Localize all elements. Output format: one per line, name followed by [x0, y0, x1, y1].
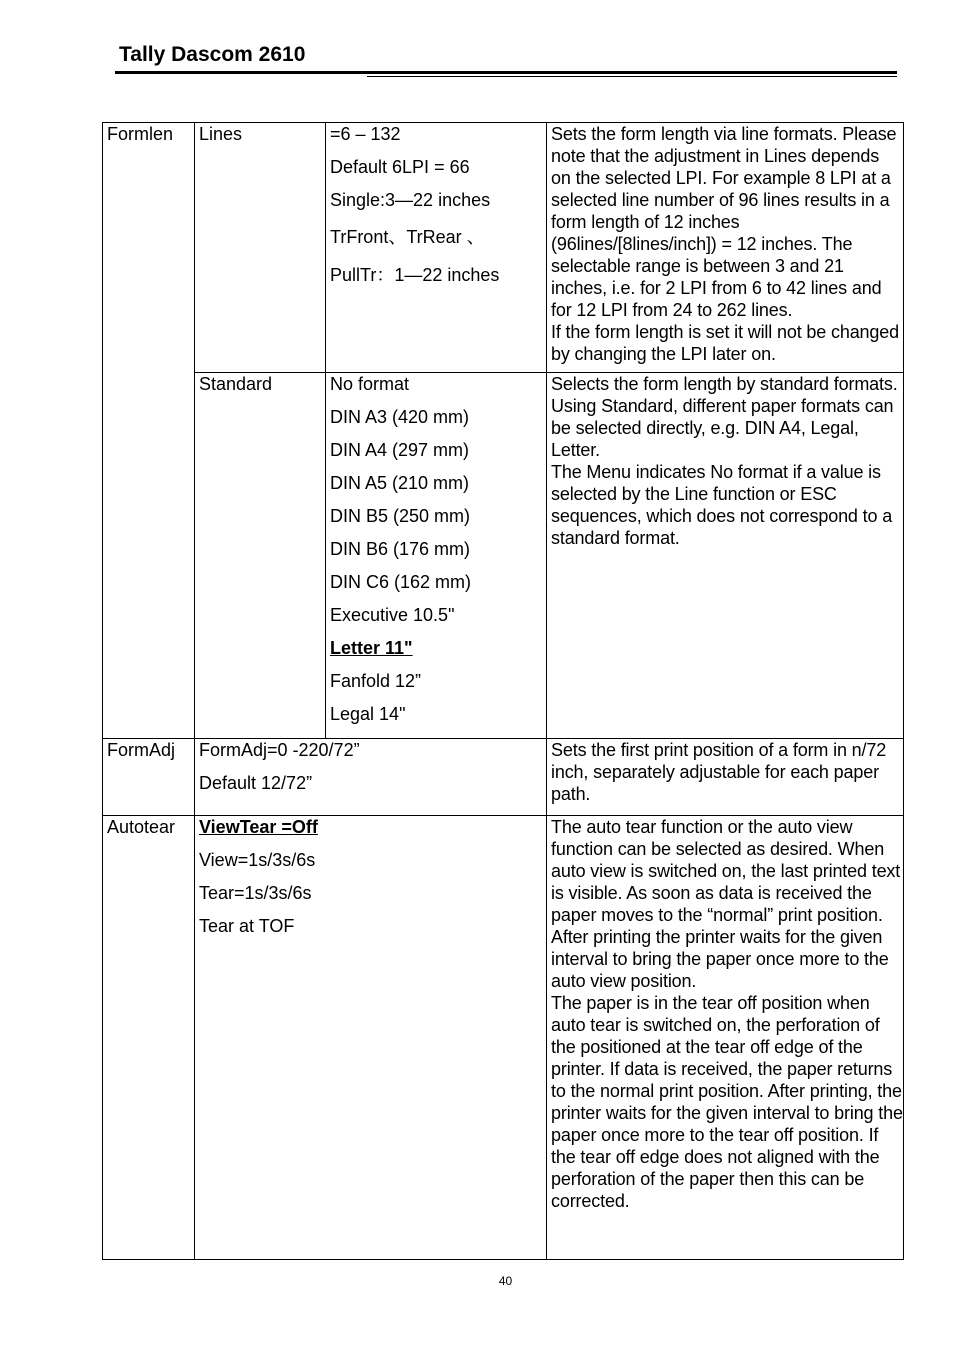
description-paragraph: Sets the form length via line formats. Please note that the adjustment in Lines depends on the selected LPI. For example 8 LPI at a selected line number of 96 lines results in a form length of 12 inches (96lines/[8lines/inch]) = 12 inches. The selectable range is between 3 and 21 inches, i.e. for 2 LPI from 6 to 42 lines and for 12 LPI from 24 to 262 lines.: [551, 124, 897, 320]
sub-setting-lines: Lines: [195, 123, 326, 373]
header-rule-thick: [115, 71, 897, 74]
description-paragraph: The Menu indicates No format if a value is selected by the Line function or ESC sequences, which does not correspond to a standard format.: [551, 462, 893, 548]
option-item: DIN A5 (210 mm): [330, 473, 470, 493]
option-item: Executive 10.5": [330, 605, 455, 625]
table-row-formlen-lines: [103, 123, 904, 373]
description-paragraph: If the form length is set it will not be changed by changing the LPI later on.: [551, 322, 899, 364]
option-item: View=1s/3s/6s: [199, 850, 316, 870]
table-row-formlen-standard: [103, 373, 904, 739]
description-autotear: [547, 816, 904, 1260]
option-item: Single:3—22 inches: [330, 190, 491, 210]
sub-setting-standard: Standard: [195, 373, 326, 739]
description-paragraph: Selects the form length by standard formats. Using Standard, different paper formats can be selected directly, e.g. DIN A4, Legal, Letter.: [551, 374, 898, 460]
default-option-item: Letter 11": [330, 638, 413, 658]
description-paragraph: Sets the first print position of a form in n/72 inch, separately adjustable for each paper path.: [551, 740, 887, 804]
option-item: Tear=1s/3s/6s: [199, 883, 312, 903]
option-item: DIN A3 (420 mm): [330, 407, 470, 427]
default-option-item: ViewTear =Off: [199, 817, 318, 837]
description-lines: [547, 123, 904, 373]
table-row-autotear: [103, 816, 904, 1260]
option-item: DIN A4 (297 mm): [330, 440, 470, 460]
description-formadj: [547, 739, 904, 816]
option-item: Legal 14": [330, 704, 406, 724]
option-item: Fanfold 12”: [330, 671, 422, 691]
option-item: TrFront、TrRear 、: [330, 227, 485, 247]
option-item: PullTr：1—22 inches: [330, 265, 500, 285]
options-standard: [326, 373, 547, 739]
option-item: DIN B6 (176 mm): [330, 539, 471, 559]
option-item: FormAdj=0 -220/72”: [199, 740, 360, 760]
description-standard: [547, 373, 904, 739]
description-paragraph: The auto tear function or the auto view function can be selected as desired. When auto view is switched on, the last printed text is visible. As soon as data is received the paper moves to the “normal” print position. After printing the printer waits for the given interval to bring the paper once more to the auto view position.: [551, 817, 901, 991]
option-item: Tear at TOF: [199, 916, 295, 936]
setting-name-formadj: FormAdj: [103, 739, 195, 816]
options-autotear: [195, 816, 547, 1260]
option-item: No format: [330, 374, 410, 394]
option-item: DIN C6 (162 mm): [330, 572, 472, 592]
setting-name-autotear: Autotear: [103, 816, 195, 1260]
description-paragraph: The paper is in the tear off position when auto tear is switched on, the perforation of the positioned at the tear off edge of the printer. If data is received, the paper returns to the normal print position. After printing, the printer waits for the given interval to bring the paper once more to the tear off position. If the tear off edge does not aligned with the perforation of the paper then this can be corrected.: [551, 993, 903, 1211]
options-lines: [326, 123, 547, 373]
option-item: Default 6LPI = 66: [330, 157, 470, 177]
option-item: DIN B5 (250 mm): [330, 506, 471, 526]
option-item: =6 – 132: [330, 124, 401, 144]
document-title: Tally Dascom 2610: [119, 43, 306, 66]
option-item: Default 12/72”: [199, 773, 313, 793]
settings-table: [102, 122, 904, 1260]
table-row-formadj: [103, 739, 904, 816]
setting-name-formlen: Formlen: [103, 123, 195, 739]
options-formadj: [195, 739, 547, 816]
header-rule-thin: [367, 76, 897, 77]
page-number: 40: [498, 1274, 513, 1288]
